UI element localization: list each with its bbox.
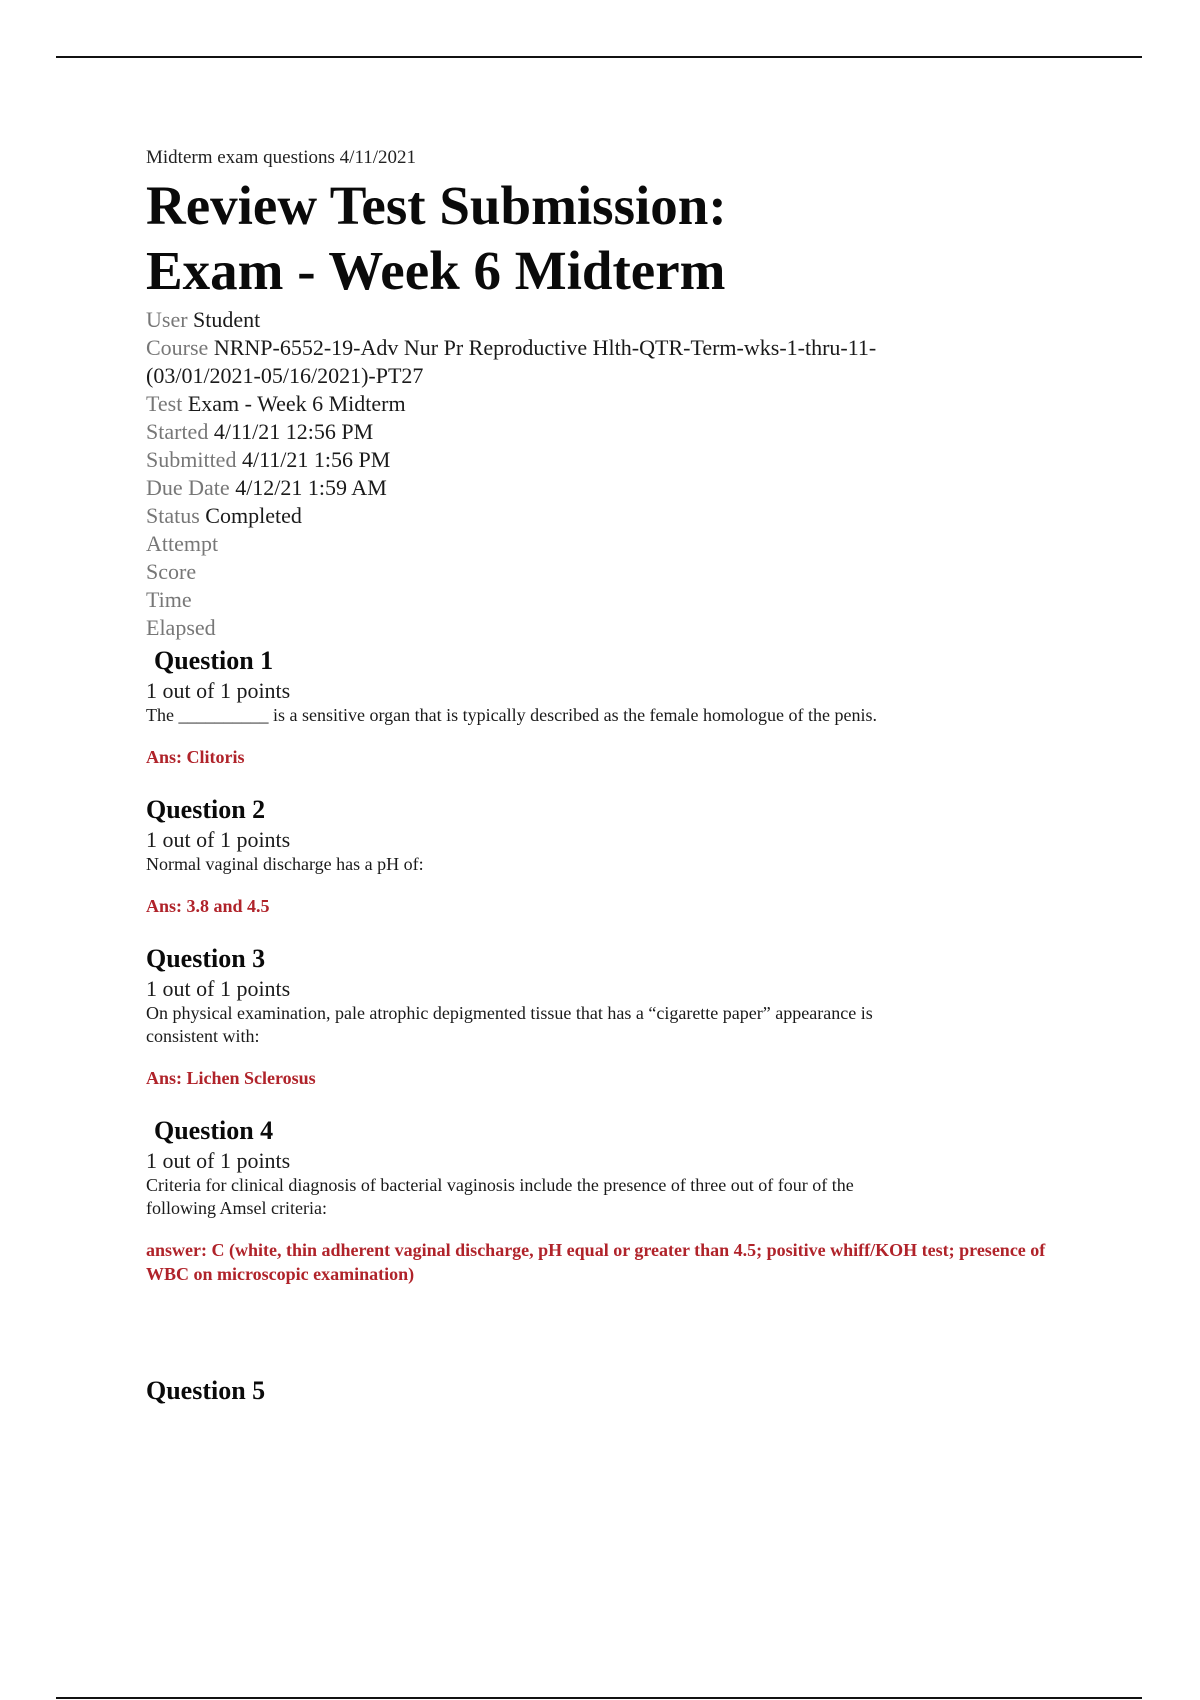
question-5 [146, 1374, 1076, 1408]
meta-label: Due Date [146, 475, 230, 500]
meta-row-score [146, 558, 886, 586]
question-points: 1 out of 1 points [146, 827, 291, 852]
question-1 [146, 644, 1076, 769]
meta-label: Course [146, 335, 209, 360]
meta-row-elapsed [146, 614, 886, 642]
question-2 [146, 793, 1076, 918]
question-title: Question 4 [154, 1116, 274, 1145]
top-rule [56, 56, 1142, 58]
page-title-line-1: Review Test Submission: [146, 175, 727, 236]
meta-label: Submitted [146, 447, 237, 472]
question-4 [146, 1114, 1076, 1286]
meta-value: Completed [205, 503, 302, 528]
meta-row-time [146, 586, 886, 614]
meta-label: Test [146, 391, 183, 416]
meta-row-submitted [146, 446, 886, 474]
question-points: 1 out of 1 points [146, 976, 291, 1001]
meta-label: Elapsed [146, 615, 216, 640]
meta-row-test [146, 390, 886, 418]
question-points: 1 out of 1 points [146, 1148, 291, 1173]
meta-label: Attempt [146, 531, 219, 556]
page-title-line-2: Exam - Week 6 Midterm [146, 240, 726, 301]
question-text: On physical examination, pale atrophic depigmented tissue that has a “cigarette paper” appearance is consistent with: [146, 1003, 873, 1046]
meta-row-status [146, 502, 886, 530]
question-points: 1 out of 1 points [146, 678, 291, 703]
question-title: Question 1 [154, 646, 274, 675]
question-answer: Ans: Clitoris [146, 747, 245, 767]
meta-value: 4/11/21 1:56 PM [241, 447, 391, 472]
question-answer: Ans: 3.8 and 4.5 [146, 896, 270, 916]
meta-row-course [146, 334, 886, 390]
meta-value: Student [193, 307, 261, 332]
meta-row-attempt [146, 530, 886, 558]
meta-value: NRNP-6552-19-Adv Nur Pr Reproductive Hlth-QTR-Term-wks-1-thru-11-(03/01/2021-05/16/2021)-PT27 [146, 335, 877, 388]
meta-label: Status [146, 503, 200, 528]
question-answer: Ans: Lichen Sclerosus [146, 1068, 316, 1088]
meta-row-started [146, 418, 886, 446]
question-title: Question 3 [146, 944, 266, 973]
question-text: The __________ is a sensitive organ that is typically described as the female homologue of the penis. [146, 705, 877, 725]
question-title: Question 5 [146, 1376, 266, 1405]
page-title [146, 173, 1076, 303]
document-body [146, 145, 1076, 1408]
submission-details [146, 306, 1076, 642]
meta-label: Started [146, 419, 209, 444]
meta-label: Score [146, 559, 197, 584]
meta-label: Time [146, 587, 192, 612]
question-3 [146, 942, 1076, 1090]
question-title: Question 2 [146, 795, 266, 824]
meta-value: Exam - Week 6 Midterm [187, 391, 406, 416]
document-header: Midterm exam questions 4/11/2021 [146, 147, 417, 168]
meta-value: 4/12/21 1:59 AM [235, 475, 387, 500]
meta-row-user [146, 306, 886, 334]
question-answer: answer: C (white, thin adherent vaginal discharge, pH equal or greater than 4.5; positive whiff/KOH test; presence of WBC on microscopic examination) [146, 1240, 1046, 1284]
question-text: Criteria for clinical diagnosis of bacterial vaginosis include the presence of three out of four of the following Amsel criteria: [146, 1175, 854, 1218]
meta-value: 4/11/21 12:56 PM [213, 419, 374, 444]
meta-row-due-date [146, 474, 886, 502]
question-text: Normal vaginal discharge has a pH of: [146, 854, 424, 874]
bottom-rule [56, 1697, 1142, 1699]
meta-label: User [146, 307, 188, 332]
